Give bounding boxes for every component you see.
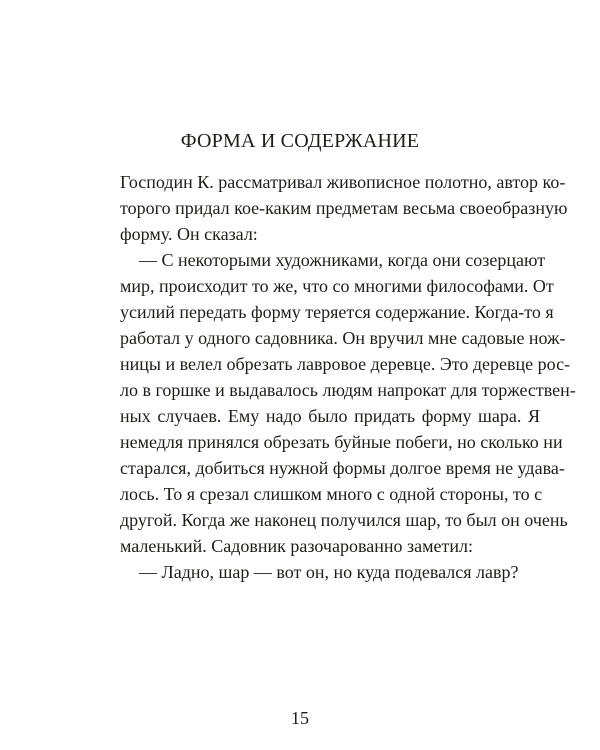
text-line: мир, происходит то же, что со многими философами. От [120, 276, 554, 296]
text-line: — Ладно, шар — вот он, но куда подевался лавр? [139, 562, 519, 582]
body-text [120, 169, 576, 585]
text-line: маленький. Садовник разочарованно заметил: [120, 536, 473, 556]
text-line: немедля принялся обрезать буйные побеги, но сколько ни [120, 432, 563, 452]
text-line: ных случаев. Ему надо было придать форму шара. Я [120, 406, 540, 426]
text-line: лось. То я срезал слишком много с одной стороны, то с [120, 484, 543, 504]
text-line: торого придал кое-каким предметам весьма своеобразную [120, 198, 568, 218]
text-line: ницы и велел обрезать лавровое деревце. Это деревце рос- [120, 354, 571, 374]
text-line: ло в горшке и выдавалось людям напрокат для торжествен- [120, 380, 576, 400]
chapter-title: ФОРМА И СОДЕРЖАНИЕ [180, 130, 420, 152]
page-number: 15 [291, 708, 309, 728]
text-line: старался, добиться нужной формы долгое время не удава- [120, 458, 565, 478]
text-line: другой. Когда же наконец получился шар, то был он очень [120, 510, 568, 530]
text-line: — С некоторыми художниками, когда они созерцают [139, 250, 546, 270]
text-line: Господин К. рассматривал живописное полотно, автор ко- [120, 172, 566, 192]
text-line: форму. Он сказал: [120, 224, 258, 244]
text-line: усилий передать форму теряется содержание. Когда-то я [120, 302, 554, 322]
text-line: работал у одного садовника. Он вручил мне садовые нож- [120, 328, 566, 348]
